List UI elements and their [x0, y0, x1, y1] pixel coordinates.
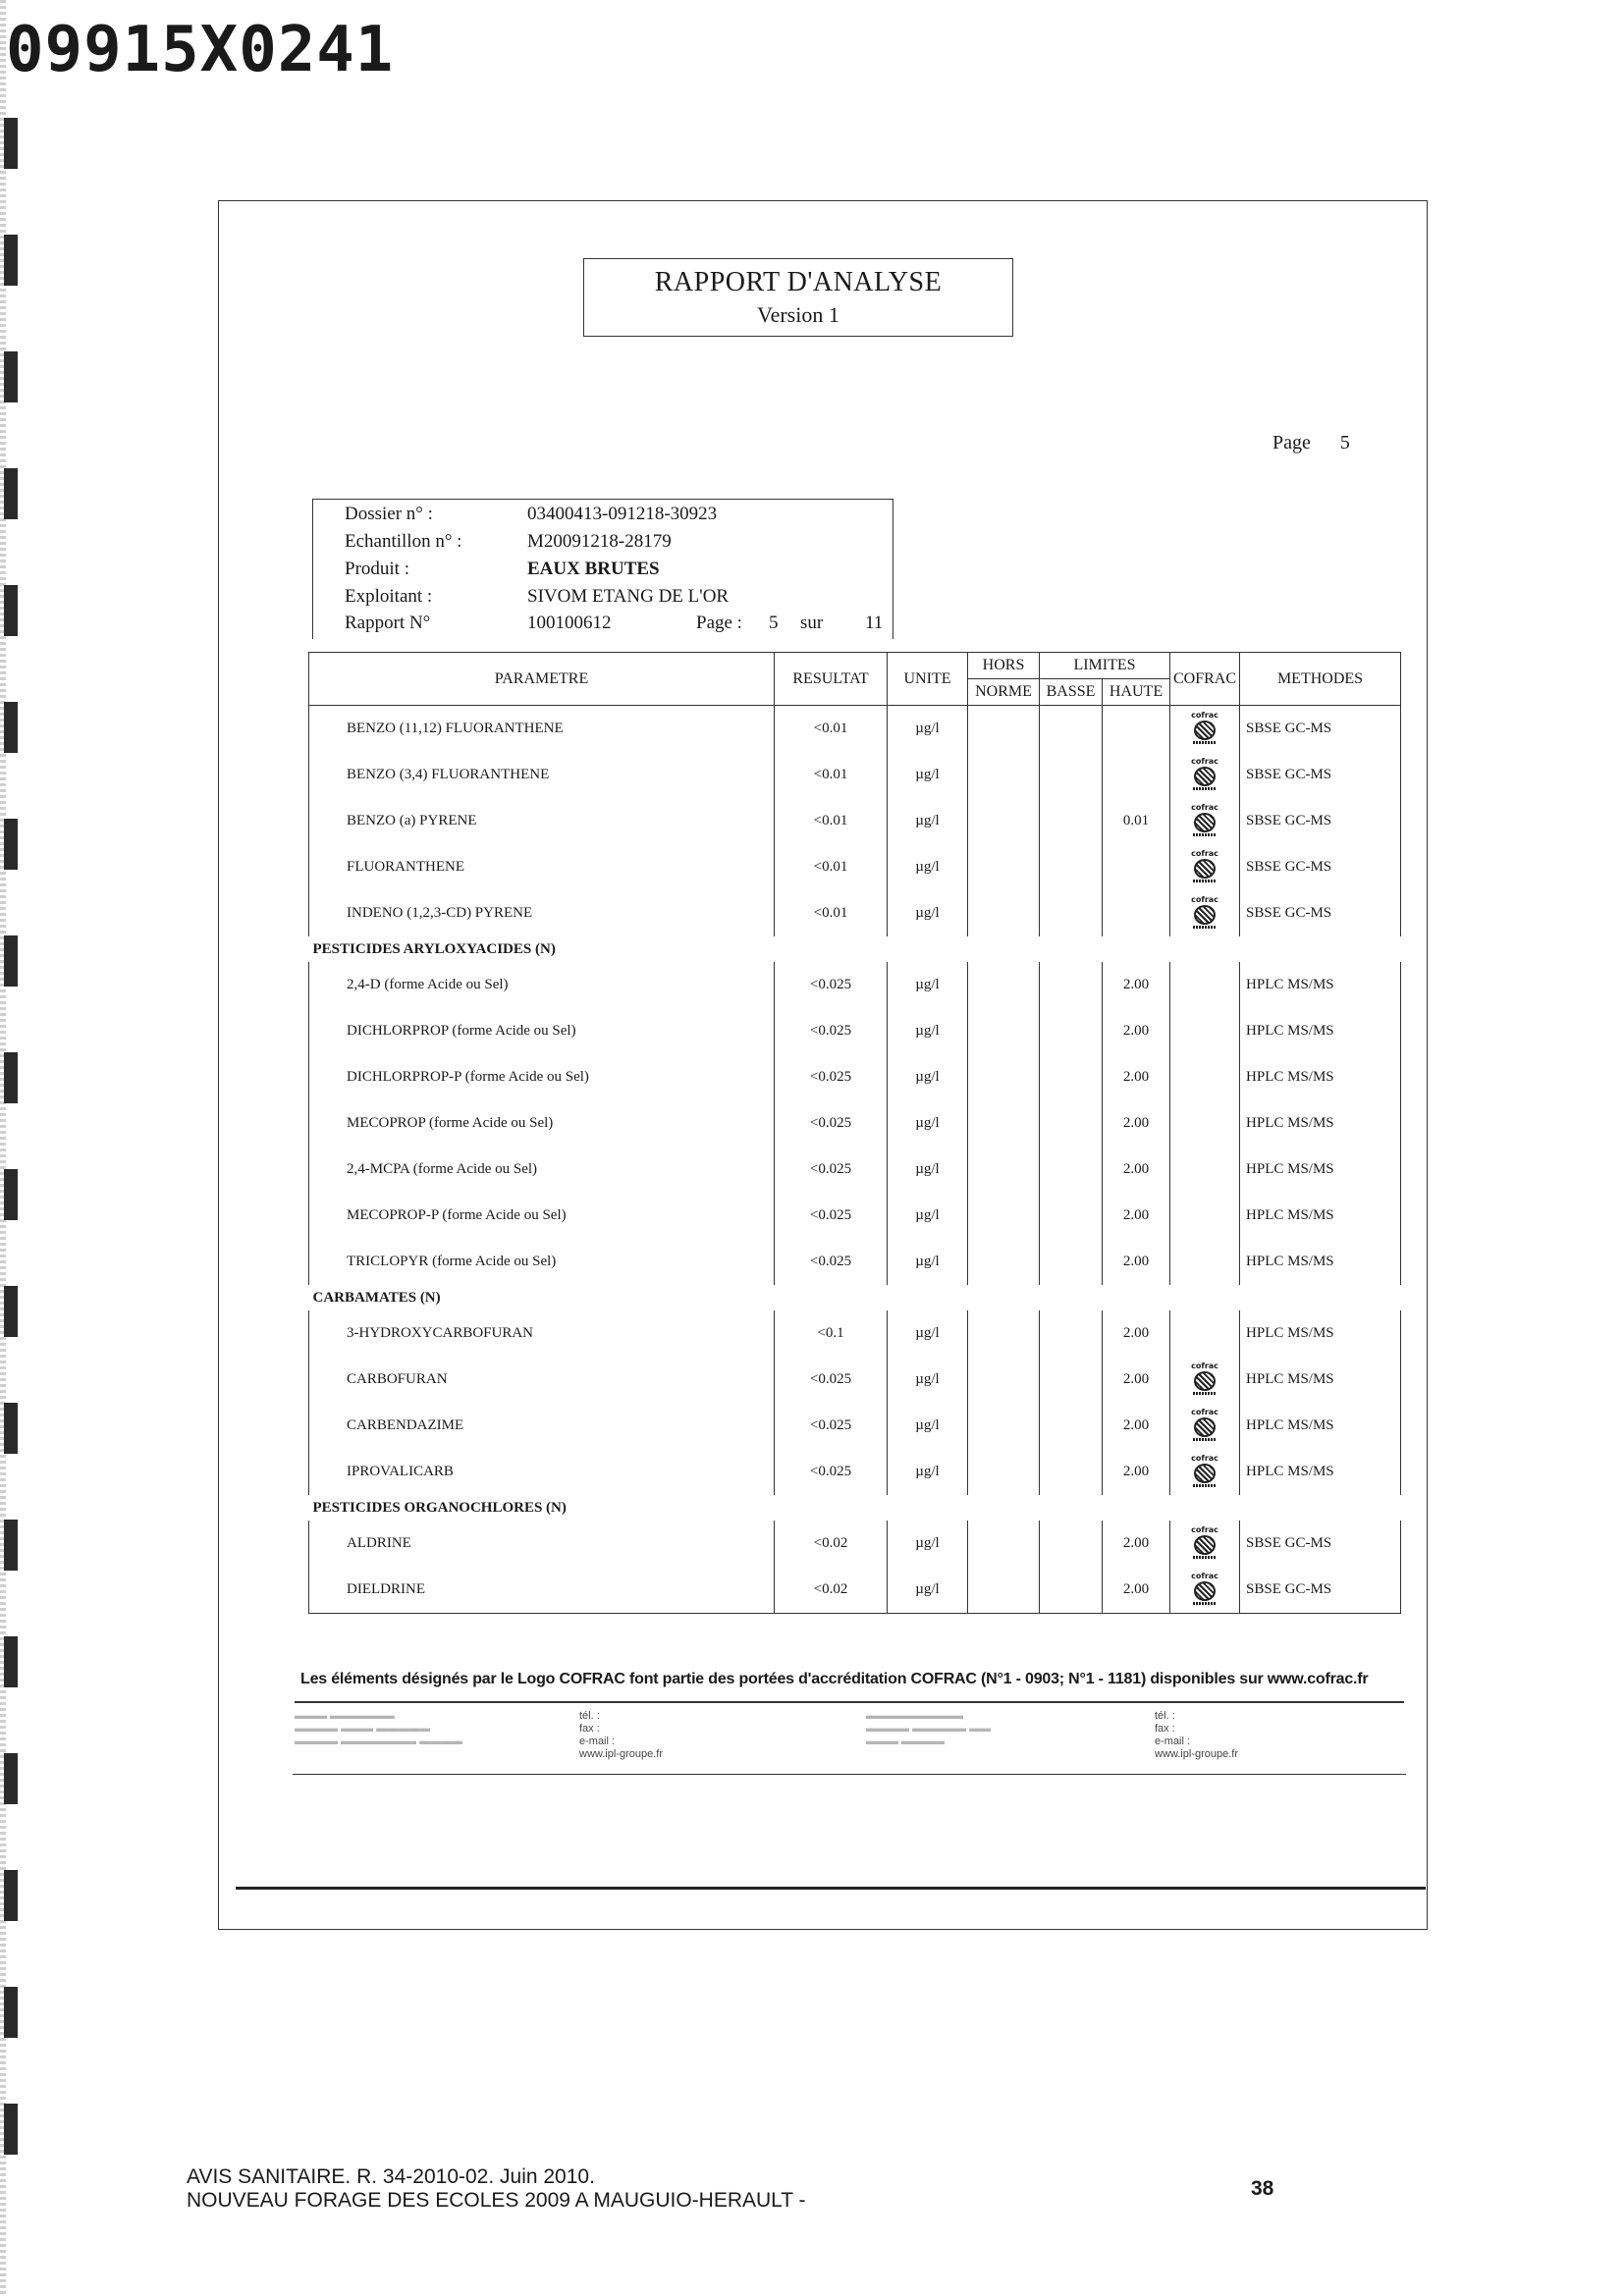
cofrac-emblem [1194, 1464, 1216, 1483]
hors-norme-cell [968, 1239, 1040, 1285]
cofrac-cell [1170, 890, 1240, 936]
unit-cell: µg/l [888, 798, 968, 844]
limit-low-cell [1040, 798, 1103, 844]
exploitant-value: SIVOM ETANG DE L'OR [527, 586, 730, 607]
report-title: RAPPORT D'ANALYSE [654, 267, 943, 297]
address-line: ▬▬▬▬▬▬▬▬▬ [866, 1710, 963, 1722]
col-basse: BASSE [1040, 679, 1103, 706]
table-row [309, 752, 1401, 798]
parameter-cell: TRICLOPYR (forme Acide ou Sel) [309, 1239, 775, 1285]
method-cell: HPLC MS/MS [1240, 1449, 1401, 1495]
result-cell: <0.025 [775, 1239, 888, 1285]
contact-web: www.ipl-groupe.fr [1155, 1748, 1238, 1760]
parameter-cell: FLUORANTHENE [309, 844, 775, 890]
hors-norme-cell [968, 890, 1040, 936]
cofrac-cell [1170, 1403, 1240, 1449]
result-cell: <0.02 [775, 1567, 888, 1614]
contact-fax: fax : [1155, 1723, 1175, 1735]
limit-high-cell: 2.00 [1103, 1054, 1170, 1100]
col-methodes: METHODES [1240, 653, 1401, 706]
cofrac-bar [1193, 1392, 1217, 1395]
limit-high-cell: 0.01 [1103, 798, 1170, 844]
binding-hole-mark [4, 1636, 18, 1687]
limit-high-cell: 2.00 [1103, 1357, 1170, 1403]
table-row [309, 1567, 1401, 1614]
limit-low-cell [1040, 844, 1103, 890]
table-row [309, 1357, 1401, 1403]
limit-low-cell [1040, 890, 1103, 936]
hors-norme-cell [968, 1147, 1040, 1193]
address-line: ▬▬▬▬ ▬▬▬ ▬▬▬▬▬ [295, 1723, 431, 1735]
limit-high-cell [1103, 890, 1170, 936]
binding-hole-mark [4, 819, 18, 870]
cofrac-cell [1170, 798, 1240, 844]
notice-line-1: AVIS SANITAIRE. R. 34-2010-02. Juin 2010. [187, 2165, 595, 2188]
col-norme: NORME [968, 679, 1040, 706]
cofrac-icon [1191, 1454, 1218, 1491]
col-limites: LIMITES [1040, 653, 1170, 679]
parameter-cell: BENZO (a) PYRENE [309, 798, 775, 844]
cofrac-emblem [1194, 905, 1216, 925]
table-row [309, 1008, 1401, 1054]
method-cell: HPLC MS/MS [1240, 1357, 1401, 1403]
parameter-cell: DIELDRINE [309, 1567, 775, 1614]
cofrac-logo-text: cofrac [1191, 894, 1218, 904]
binding-hole-mark [4, 702, 18, 753]
report-page-value: 5 [769, 613, 779, 633]
page-indicator-number: 5 [1339, 432, 1350, 454]
cofrac-emblem [1194, 1417, 1216, 1437]
address-line: ▬▬▬▬ ▬▬▬▬▬▬▬ ▬▬▬▬ [295, 1735, 463, 1747]
contact-fax: fax : [579, 1723, 600, 1735]
address-line: ▬▬▬ ▬▬▬▬ [866, 1735, 946, 1747]
unit-cell: µg/l [888, 1147, 968, 1193]
binding-hole-mark [4, 468, 18, 519]
cofrac-icon [1191, 711, 1218, 748]
unit-cell: µg/l [888, 962, 968, 1008]
hors-norme-cell [968, 1310, 1040, 1357]
cofrac-cell [1170, 844, 1240, 890]
table-row [309, 844, 1401, 890]
result-cell: <0.025 [775, 1147, 888, 1193]
cofrac-emblem [1194, 1371, 1216, 1391]
result-cell: <0.01 [775, 706, 888, 753]
cofrac-emblem [1194, 813, 1216, 832]
parameter-cell: ALDRINE [309, 1521, 775, 1567]
unit-cell: µg/l [888, 1054, 968, 1100]
contact-block-1 [579, 1710, 663, 1761]
result-cell: <0.01 [775, 844, 888, 890]
binding-hole-mark [4, 2104, 18, 2155]
binding-hole-mark [4, 235, 18, 286]
table-row [309, 706, 1401, 753]
limit-low-cell [1040, 752, 1103, 798]
cofrac-cell [1170, 1239, 1240, 1285]
parameter-cell: BENZO (11,12) FLUORANTHENE [309, 706, 775, 753]
binding-hole-mark [4, 1987, 18, 2038]
cofrac-bar [1193, 1602, 1217, 1605]
limit-high-cell: 2.00 [1103, 1008, 1170, 1054]
unit-cell: µg/l [888, 1521, 968, 1567]
col-cofrac: COFRAC [1170, 653, 1240, 706]
binding-hole-mark [4, 1052, 18, 1103]
table-row [309, 890, 1401, 936]
cofrac-icon [1191, 1362, 1218, 1399]
group-label: PESTICIDES ORGANOCHLORES (N) [312, 1499, 567, 1516]
table-row [309, 962, 1401, 1008]
limit-high-cell [1103, 706, 1170, 753]
limit-low-cell [1040, 1054, 1103, 1100]
hors-norme-cell [968, 962, 1040, 1008]
unit-cell: µg/l [888, 752, 968, 798]
method-cell: HPLC MS/MS [1240, 1403, 1401, 1449]
limit-low-cell [1040, 1567, 1103, 1614]
result-cell: <0.1 [775, 1310, 888, 1357]
limit-low-cell [1040, 1449, 1103, 1495]
cofrac-logo-text: cofrac [1191, 756, 1218, 766]
contact-web: www.ipl-groupe.fr [579, 1748, 663, 1760]
cofrac-cell [1170, 1310, 1240, 1357]
result-cell: <0.025 [775, 1054, 888, 1100]
results-table [308, 652, 1401, 1614]
parameter-cell: MECOPROP (forme Acide ou Sel) [309, 1100, 775, 1147]
limit-low-cell [1040, 1521, 1103, 1567]
page-number: 38 [1251, 2177, 1274, 2200]
cofrac-bar [1193, 741, 1217, 744]
table-row [309, 1147, 1401, 1193]
cofrac-cell [1170, 1449, 1240, 1495]
hors-norme-cell [968, 752, 1040, 798]
binding-hole-mark [4, 1169, 18, 1220]
rapport-value: 100100612 [527, 613, 612, 633]
method-cell: HPLC MS/MS [1240, 1193, 1401, 1239]
cofrac-logo-text: cofrac [1191, 1571, 1218, 1580]
cofrac-logo-text: cofrac [1191, 710, 1218, 720]
address-line: ▬▬▬▬ ▬▬▬▬▬ ▬▬ [866, 1723, 992, 1735]
result-cell: <0.01 [775, 798, 888, 844]
col-unite: UNITE [888, 653, 968, 706]
cofrac-icon [1191, 895, 1218, 933]
limit-high-cell: 2.00 [1103, 1239, 1170, 1285]
limit-low-cell [1040, 1008, 1103, 1054]
unit-cell: µg/l [888, 1449, 968, 1495]
binding-hole-mark [4, 1870, 18, 1921]
binding-marks [0, 118, 24, 2258]
unit-cell: µg/l [888, 1193, 968, 1239]
echantillon-value: M20091218-28179 [527, 531, 672, 552]
method-cell: HPLC MS/MS [1240, 1100, 1401, 1147]
method-cell: HPLC MS/MS [1240, 962, 1401, 1008]
table-row [309, 1521, 1401, 1567]
result-cell: <0.025 [775, 962, 888, 1008]
cofrac-bar [1193, 1438, 1217, 1441]
dossier-value: 03400413-091218-30923 [527, 504, 718, 524]
result-cell: <0.025 [775, 1449, 888, 1495]
method-cell: SBSE GC-MS [1240, 752, 1401, 798]
cofrac-icon [1191, 1408, 1218, 1445]
cofrac-icon [1191, 1572, 1218, 1609]
cofrac-cell [1170, 1521, 1240, 1567]
cofrac-emblem [1194, 767, 1216, 786]
result-cell: <0.02 [775, 1521, 888, 1567]
result-cell: <0.025 [775, 1008, 888, 1054]
hors-norme-cell [968, 1008, 1040, 1054]
address-line: ▬▬▬ ▬▬▬▬▬▬ [295, 1710, 396, 1722]
cofrac-cell [1170, 1147, 1240, 1193]
group-row [309, 1285, 1401, 1310]
table-row [309, 1239, 1401, 1285]
limit-low-cell [1040, 1147, 1103, 1193]
table-row [309, 1310, 1401, 1357]
hors-norme-cell [968, 1054, 1040, 1100]
bottom-line [236, 1887, 1426, 1890]
binding-hole-mark [4, 351, 18, 402]
cofrac-cell [1170, 962, 1240, 1008]
cofrac-emblem [1194, 859, 1216, 879]
cofrac-logo-text: cofrac [1191, 848, 1218, 858]
limit-high-cell: 2.00 [1103, 1403, 1170, 1449]
limit-low-cell [1040, 1100, 1103, 1147]
cofrac-icon [1191, 757, 1218, 794]
contact-block-2 [1155, 1710, 1238, 1761]
cofrac-bar [1193, 880, 1217, 882]
produit-value: EAUX BRUTES [527, 559, 660, 579]
method-cell: HPLC MS/MS [1240, 1054, 1401, 1100]
limit-low-cell [1040, 1310, 1103, 1357]
limit-high-cell: 2.00 [1103, 1193, 1170, 1239]
limit-high-cell: 2.00 [1103, 1147, 1170, 1193]
method-cell: SBSE GC-MS [1240, 1567, 1401, 1614]
hors-norme-cell [968, 798, 1040, 844]
limit-low-cell [1040, 1239, 1103, 1285]
dossier-label: Dossier n° : [345, 504, 433, 524]
contact-email: e-mail : [579, 1735, 616, 1747]
exploitant-label: Exploitant : [345, 586, 433, 607]
parameter-cell: CARBENDAZIME [309, 1403, 775, 1449]
contact-tel: tél. : [579, 1710, 600, 1722]
hors-norme-cell [968, 706, 1040, 753]
limit-low-cell [1040, 706, 1103, 753]
parameter-cell: MECOPROP-P (forme Acide ou Sel) [309, 1193, 775, 1239]
binding-hole-mark [4, 118, 18, 169]
binding-hole-mark [4, 1753, 18, 1804]
footer-rule-lower [293, 1774, 1406, 1775]
cofrac-logo-text: cofrac [1191, 1361, 1218, 1370]
parameter-cell: DICHLORPROP-P (forme Acide ou Sel) [309, 1054, 775, 1100]
limit-low-cell [1040, 1403, 1103, 1449]
unit-cell: µg/l [888, 1239, 968, 1285]
page-indicator-label: Page [1272, 432, 1311, 454]
cofrac-logo-text: cofrac [1191, 1453, 1218, 1463]
cofrac-bar [1193, 1484, 1217, 1487]
method-cell: SBSE GC-MS [1240, 798, 1401, 844]
cofrac-logo-text: cofrac [1191, 802, 1218, 812]
cofrac-cell [1170, 752, 1240, 798]
limit-high-cell [1103, 844, 1170, 890]
report-sur-label: sur [800, 613, 824, 633]
result-cell: <0.025 [775, 1403, 888, 1449]
hors-norme-cell [968, 1521, 1040, 1567]
cofrac-icon [1191, 1525, 1218, 1563]
col-resultat: RESULTAT [775, 653, 888, 706]
method-cell: SBSE GC-MS [1240, 706, 1401, 753]
col-hors: HORS [968, 653, 1040, 679]
parameter-cell: INDENO (1,2,3-CD) PYRENE [309, 890, 775, 936]
limit-high-cell: 2.00 [1103, 1449, 1170, 1495]
unit-cell: µg/l [888, 890, 968, 936]
cofrac-bar [1193, 833, 1217, 836]
sanitary-notice [187, 2165, 806, 2213]
cofrac-logo-text: cofrac [1191, 1524, 1218, 1534]
parameter-cell: IPROVALICARB [309, 1449, 775, 1495]
unit-cell: µg/l [888, 1008, 968, 1054]
result-cell: <0.01 [775, 890, 888, 936]
group-row [309, 1495, 1401, 1521]
hors-norme-cell [968, 1357, 1040, 1403]
unit-cell: µg/l [888, 1310, 968, 1357]
binding-hole-mark [4, 585, 18, 636]
hors-norme-cell [968, 1100, 1040, 1147]
hors-norme-cell [968, 1567, 1040, 1614]
method-cell: SBSE GC-MS [1240, 1521, 1401, 1567]
header-row-1 [309, 653, 1401, 679]
limit-low-cell [1040, 1193, 1103, 1239]
echantillon-label: Echantillon n° : [345, 531, 462, 552]
result-cell: <0.025 [775, 1357, 888, 1403]
limit-high-cell: 2.00 [1103, 962, 1170, 1008]
method-cell: HPLC MS/MS [1240, 1008, 1401, 1054]
result-cell: <0.025 [775, 1193, 888, 1239]
contact-email: e-mail : [1155, 1735, 1191, 1747]
unit-cell: µg/l [888, 1357, 968, 1403]
method-cell: HPLC MS/MS [1240, 1147, 1401, 1193]
unit-cell: µg/l [888, 1100, 968, 1147]
cofrac-emblem [1194, 1581, 1216, 1601]
title-box [583, 258, 1013, 337]
hors-norme-cell [968, 844, 1040, 890]
unit-cell: µg/l [888, 1567, 968, 1614]
report-page-label: Page : [696, 613, 742, 633]
hors-norme-cell [968, 1449, 1040, 1495]
group-label: CARBAMATES (N) [312, 1289, 441, 1306]
limit-low-cell [1040, 962, 1103, 1008]
unit-cell: µg/l [888, 1403, 968, 1449]
group-label: PESTICIDES ARYLOXYACIDES (N) [312, 940, 556, 957]
results-body [309, 706, 1401, 1614]
parameter-cell: BENZO (3,4) FLUORANTHENE [309, 752, 775, 798]
result-cell: <0.025 [775, 1100, 888, 1147]
cofrac-cell [1170, 1054, 1240, 1100]
cofrac-emblem [1194, 721, 1216, 740]
method-cell: HPLC MS/MS [1240, 1239, 1401, 1285]
cofrac-logo-text: cofrac [1191, 1407, 1218, 1416]
limit-high-cell: 2.00 [1103, 1567, 1170, 1614]
page-indicator [1272, 432, 1350, 454]
binding-hole-mark [4, 1520, 18, 1571]
report-version: Version 1 [757, 302, 839, 327]
table-row [309, 798, 1401, 844]
hors-norme-cell [968, 1193, 1040, 1239]
limit-high-cell: 2.00 [1103, 1521, 1170, 1567]
address-block-2 [866, 1710, 991, 1748]
unit-cell: µg/l [888, 706, 968, 753]
result-cell: <0.01 [775, 752, 888, 798]
cofrac-bar [1193, 926, 1217, 929]
cofrac-icon [1191, 849, 1218, 886]
cofrac-cell [1170, 706, 1240, 753]
table-row [309, 1449, 1401, 1495]
hors-norme-cell [968, 1403, 1040, 1449]
limit-high-cell: 2.00 [1103, 1310, 1170, 1357]
method-cell: HPLC MS/MS [1240, 1310, 1401, 1357]
notice-line-2: NOUVEAU FORAGE DES ECOLES 2009 A MAUGUIO-HERAULT - [187, 2189, 806, 2212]
binding-hole-mark [4, 935, 18, 987]
sample-info-box [312, 499, 893, 639]
report-sur-value: 11 [865, 613, 884, 633]
binding-hole-mark [4, 1286, 18, 1337]
cofrac-bar [1193, 1556, 1217, 1559]
produit-label: Produit : [345, 559, 409, 579]
cofrac-cell [1170, 1193, 1240, 1239]
parameter-cell: CARBOFURAN [309, 1357, 775, 1403]
parameter-cell: 3-HYDROXYCARBOFURAN [309, 1310, 775, 1357]
method-cell: SBSE GC-MS [1240, 844, 1401, 890]
limit-high-cell: 2.00 [1103, 1100, 1170, 1147]
rapport-label: Rapport N° [345, 613, 431, 633]
table-row [309, 1054, 1401, 1100]
cofrac-cell [1170, 1008, 1240, 1054]
parameter-cell: DICHLORPROP (forme Acide ou Sel) [309, 1008, 775, 1054]
cofrac-bar [1193, 787, 1217, 790]
table-row [309, 1403, 1401, 1449]
parameter-cell: 2,4-D (forme Acide ou Sel) [309, 962, 775, 1008]
cofrac-emblem [1194, 1535, 1216, 1555]
contact-tel: tél. : [1155, 1710, 1175, 1722]
cofrac-cell [1170, 1357, 1240, 1403]
parameter-cell: 2,4-MCPA (forme Acide ou Sel) [309, 1147, 775, 1193]
binding-hole-mark [4, 1403, 18, 1454]
col-haute: HAUTE [1103, 679, 1170, 706]
cofrac-cell [1170, 1100, 1240, 1147]
limit-high-cell [1103, 752, 1170, 798]
document-id: 09915X0241 [6, 14, 395, 86]
address-block-1 [295, 1710, 462, 1748]
cofrac-icon [1191, 803, 1218, 840]
unit-cell: µg/l [888, 844, 968, 890]
col-parametre: PARAMETRE [309, 653, 775, 706]
group-row [309, 936, 1401, 962]
table-row [309, 1100, 1401, 1147]
footer-rule [295, 1701, 1404, 1703]
method-cell: SBSE GC-MS [1240, 890, 1401, 936]
table-row [309, 1193, 1401, 1239]
cofrac-cell [1170, 1567, 1240, 1614]
limit-low-cell [1040, 1357, 1103, 1403]
cofrac-note: Les éléments désignés par le Logo COFRAC font partie des portées d'accréditation COFRAC (N°1 - 0903; N°1 - 1181) disponibles sur www.cofrac.fr [300, 1671, 1369, 1687]
